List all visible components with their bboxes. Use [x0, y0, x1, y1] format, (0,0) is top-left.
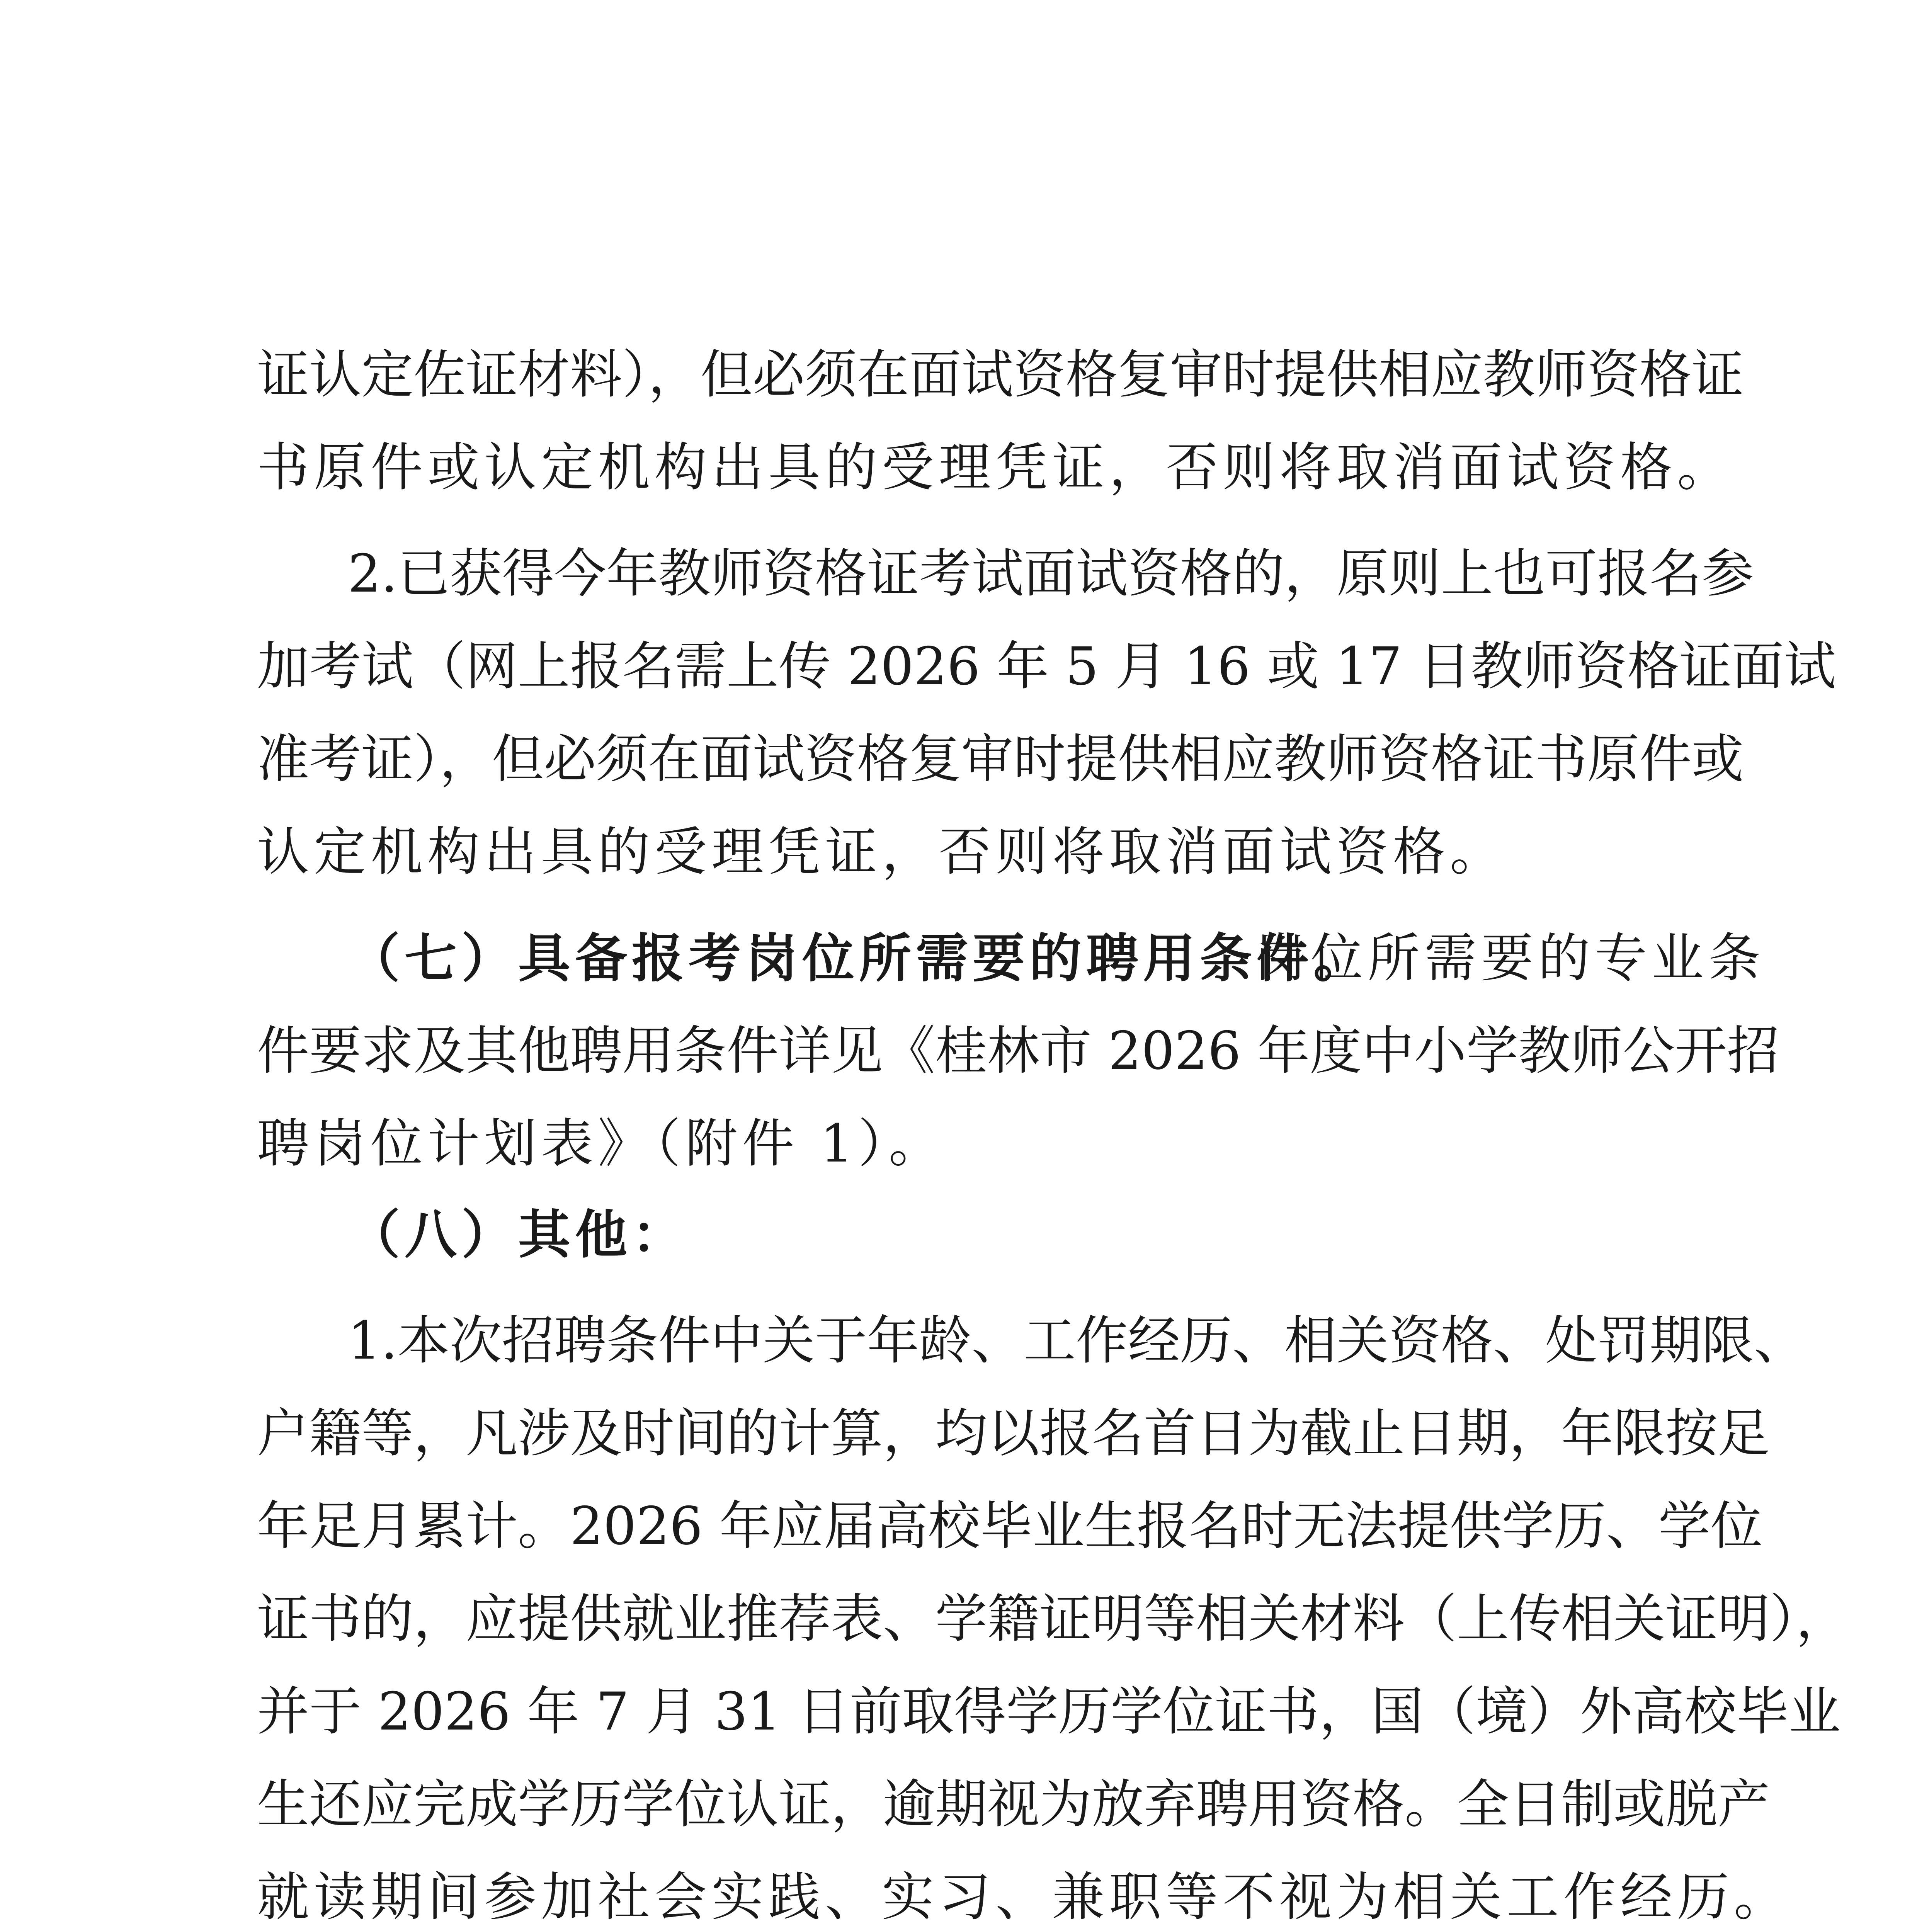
- body-text-line: 证认定佐证材料），但必须在面试资格复审时提供相应教师资格证: [257, 344, 1744, 405]
- section-heading-7: （七）具备报考岗位所需要的聘用条件。: [348, 927, 1370, 989]
- body-text-line: 1.本次招聘条件中关于年龄、工作经历、相关资格、处罚期限、: [348, 1310, 1806, 1371]
- body-text-line: 件要求及其他聘用条件详见《桂林市 2026 年度中小学教师公开招: [257, 1020, 1779, 1081]
- body-text-line: 准考证），但必须在面试资格复审时提供相应教师资格证书原件或: [257, 729, 1744, 789]
- body-text-line: 认定机构出具的受理凭证，否则将取消面试资格。: [257, 821, 1507, 882]
- body-text-line: 岗位所需要的专业条: [1254, 928, 1765, 988]
- body-text-line: 年足月累计。2026 年应届高校毕业生报名时无法提供学历、学位: [257, 1496, 1763, 1556]
- body-text-line: 加考试（网上报名需上传 2026 年 5 月 16 或 17 日教师资格证面试: [257, 636, 1836, 697]
- body-text-line: 聘岗位计划表》（附件 1）。: [257, 1113, 946, 1174]
- body-text-line: 2.已获得今年教师资格证考试面试资格的，原则上也可报名参: [348, 543, 1754, 604]
- body-text-line: 生还应完成学历学位认证，逾期视为放弃聘用资格。全日制或脱产: [257, 1774, 1770, 1835]
- body-text-line: 证书的，应提供就业推荐表、学籍证明等相关材料（上传相关证明），: [257, 1588, 1848, 1649]
- body-text-line: 书原件或认定机构出具的受理凭证，否则将取消面试资格。: [257, 437, 1734, 498]
- body-text-line: 并于 2026 年 7 月 31 日前取得学历学位证书，国（境）外高校毕业: [257, 1681, 1841, 1742]
- body-text-line: 就读期间参加社会实践、实习、兼职等不视为相关工作经历。: [257, 1867, 1791, 1927]
- section-heading-8: （八）其他：: [348, 1204, 689, 1265]
- body-text-line: 户籍等，凡涉及时间的计算，均以报名首日为截止日期，年限按足: [257, 1403, 1770, 1464]
